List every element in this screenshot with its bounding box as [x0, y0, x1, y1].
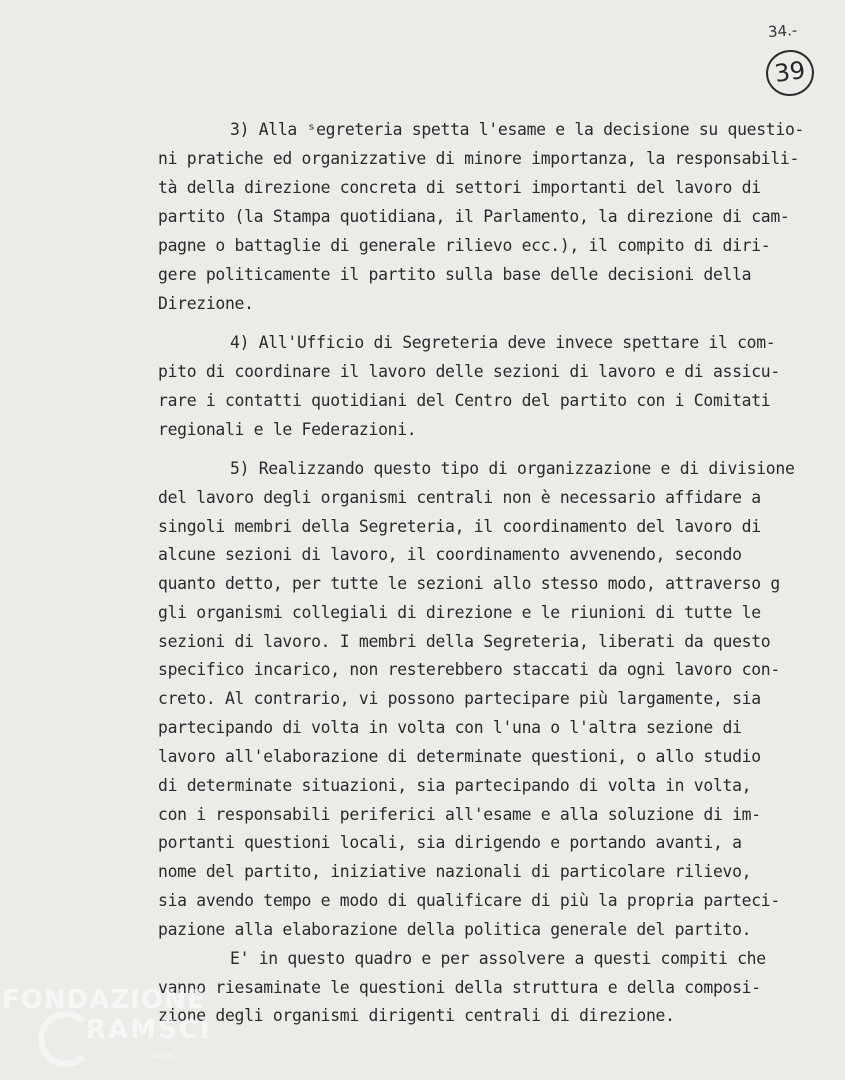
- text-line: nome del partito, iniziative nazionali di particolare rilievo,: [158, 862, 752, 881]
- fondazione-gramsci-watermark: [2, 985, 212, 1075]
- text-line: pagne o battaglie di generale rilievo ecc.), il compito di diri-: [158, 236, 771, 255]
- text-line: gli organismi collegiali di direzione e le riunioni di tutte le: [158, 603, 761, 622]
- text-line: portanti questioni locali, sia dirigendo e portando avanti, a: [158, 833, 742, 852]
- text-line: con i responsabili periferici all'esame e alla soluzione di im-: [158, 805, 761, 824]
- text-line: tà della direzione concreta di settori importanti del lavoro di: [158, 178, 761, 197]
- text-line: partito (la Stampa quotidiana, il Parlamento, la direzione di cam-: [158, 207, 790, 226]
- page-number-circled: [763, 47, 817, 99]
- text-line: ni pratiche ed organizzative di minore importanza, la responsabili-: [158, 149, 800, 168]
- text-line: gere politicamente il partito sulla base delle decisioni della: [158, 265, 752, 284]
- text-line: 5) Realizzando questo tipo di organizzazione e di divisione: [230, 459, 795, 478]
- text-line: Direzione.: [158, 294, 254, 313]
- text-line: 4) All'Ufficio di Segreteria deve invece spettare il com-: [230, 333, 776, 352]
- text-line: rare i contatti quotidiani del Centro del partito con i Comitati: [158, 391, 771, 410]
- page-number-circled-text: 39: [772, 56, 807, 89]
- text-line: 3) Alla ˢegreteria spetta l'esame e la decisione su questio-: [230, 120, 805, 139]
- text-line: E' in questo quadro e per assolvere a questi compiti che: [230, 949, 766, 968]
- text-line: creto. Al contrario, vi possono partecipare più largamente, sia: [158, 689, 761, 708]
- watermark-line1: FONDAZIONE: [2, 985, 206, 1015]
- text-line: pito di coordinare il lavoro delle sezioni di lavoro e di assicu-: [158, 362, 780, 381]
- text-line: regionali e le Federazioni.: [158, 420, 417, 439]
- text-line: di determinate situazioni, sia partecipando di volta in volta,: [158, 776, 752, 795]
- text-line: alcune sezioni di lavoro, il coordinamento avvenendo, secondo: [158, 545, 742, 564]
- text-line: quanto detto, per tutte le sezioni allo stesso modo, attraverso g: [158, 574, 780, 593]
- text-line: specifico incarico, non resterebbero staccati da ogni lavoro con-: [158, 660, 780, 679]
- text-line: partecipando di volta in volta con l'una o l'altra sezione di: [158, 718, 742, 737]
- watermark-line2: RAMSCI: [86, 1015, 212, 1045]
- text-line: sezioni di lavoro. I membri della Segreteria, liberati da questo: [158, 632, 771, 651]
- text-line: zione degli organismi dirigenti centrali di direzione.: [158, 1006, 675, 1025]
- text-line: singoli membri della Segreteria, il coordinamento del lavoro di: [158, 517, 761, 536]
- text-line: lavoro all'elaborazione di determinate questioni, o allo studio: [158, 747, 761, 766]
- page-number-top: 34.-: [767, 21, 798, 41]
- watermark-sub: onlus: [152, 1051, 174, 1060]
- text-line: del lavoro degli organismi centrali non è necessario affidare a: [158, 488, 761, 507]
- text-line: sia avendo tempo e modo di qualificare di più la propria parteci-: [158, 891, 780, 910]
- text-line: pazione alla elaborazione della politica generale del partito.: [158, 920, 752, 939]
- text-line: vanno riesaminate le questioni della struttura e della composi-: [158, 978, 761, 997]
